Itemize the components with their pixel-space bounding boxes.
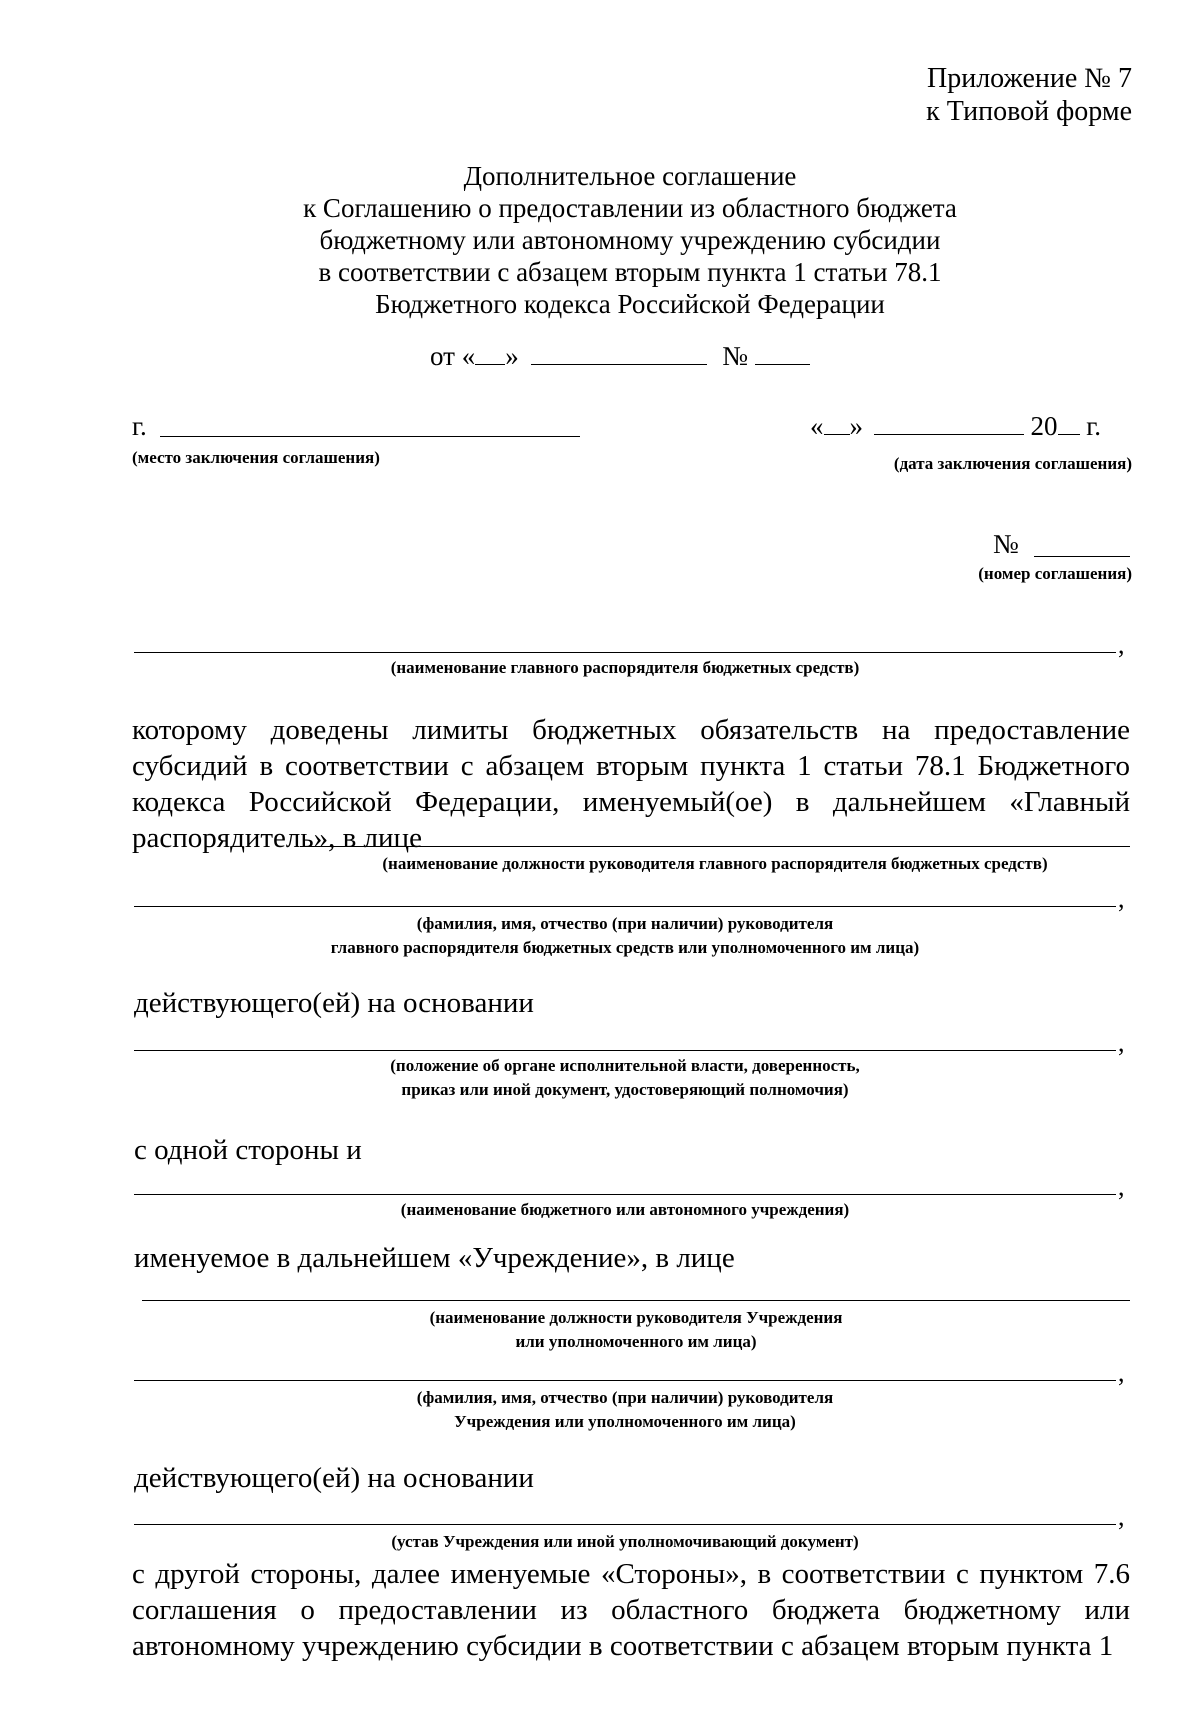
inst-fio-caption: (фамилия, имя, отчество (при наличии) руководителя Учреждения или уполномоченного им лица)	[416, 1388, 834, 1431]
comma: ,	[1118, 884, 1125, 913]
title-line-1: Дополнительное соглашение	[463, 161, 797, 191]
inst-position-caption: (наименование должности руководителя Учреждения или уполномоченного им лица)	[429, 1308, 843, 1351]
title-line-4: в соответствии с абзацем вторым пункта 1 статьи 78.1	[318, 257, 942, 287]
comma: ,	[1118, 1028, 1125, 1057]
named-institution-label: именуемое в дальнейшем «Учреждение», в лице	[134, 1242, 735, 1274]
chief-admin-position-caption: (наименование должности руководителя главного распорядителя бюджетных средств)	[382, 854, 1048, 873]
comma: ,	[1118, 1358, 1125, 1387]
place-caption: (место заключения соглашения)	[132, 448, 380, 467]
comma: ,	[1118, 630, 1125, 659]
comma: ,	[1118, 1502, 1125, 1531]
title-number-blank[interactable]	[755, 364, 810, 365]
chief-admin-basis-caption: (положение об органе исполнительной власти, доверенность, приказ или иной документ, удостоверяющий полномочия)	[390, 1056, 860, 1099]
place-field[interactable]	[160, 436, 580, 437]
chief-admin-field[interactable]	[134, 652, 1116, 653]
title-line-3: бюджетному или автономному учреждению субсидии	[319, 225, 941, 255]
inst-fio-field[interactable]	[134, 1380, 1116, 1381]
comma: ,	[1118, 1172, 1125, 1201]
title-month-blank[interactable]	[531, 364, 707, 365]
chief-admin-fio-caption: (фамилия, имя, отчество (при наличии) руководителя главного распорядителя бюджетных средств или уполномоченного им лица)	[330, 914, 920, 957]
title-date-number: от « » №	[430, 340, 810, 372]
date-year-blank[interactable]	[1058, 434, 1080, 435]
acting-basis-label-2: действующего(ей) на основании	[134, 1462, 534, 1494]
date-fill: « » 20 г.	[810, 411, 1102, 441]
agreement-number-caption: (номер соглашения)	[978, 564, 1132, 583]
agreement-number-field[interactable]	[1034, 556, 1130, 557]
date-month-blank[interactable]	[874, 434, 1024, 435]
institution-field[interactable]	[134, 1194, 1116, 1195]
chief-admin-position-field[interactable]	[300, 846, 1130, 847]
inst-basis-field[interactable]	[134, 1524, 1116, 1525]
title-day-blank[interactable]	[475, 364, 505, 365]
appendix-label: Приложение № 7	[927, 63, 1132, 94]
form-reference: к Типовой форме	[926, 96, 1132, 127]
institution-caption: (наименование бюджетного или автономного учреждения)	[400, 1200, 850, 1219]
document-title	[130, 160, 1130, 320]
acting-basis-label-1: действующего(ей) на основании	[134, 987, 534, 1019]
chief-admin-caption: (наименование главного распорядителя бюджетных средств)	[390, 658, 860, 677]
chief-admin-fio-field[interactable]	[134, 906, 1116, 907]
paragraph-parties: с другой стороны, далее именуемые «Стороны», в соответствии с пунктом 7.6 соглашения о предоставлении из областного бюджета бюджетному или автономному учреждению субсидии в соответствии с абзацем вторым пункта 1	[132, 1558, 1130, 1662]
title-line-5: Бюджетного кодекса Российской Федерации	[375, 289, 885, 319]
date-day-blank[interactable]	[824, 434, 850, 435]
date-caption: (дата заключения соглашения)	[893, 454, 1132, 473]
title-line-2: к Соглашению о предоставлении из областного бюджета	[303, 193, 957, 223]
one-side-label: с одной стороны и	[134, 1134, 362, 1166]
place-prefix: г.	[132, 411, 147, 441]
paragraph-limits: которому доведены лимиты бюджетных обязательств на предоставление субсидий в соответствии с абзацем вторым пункта 1 статьи 78.1 Бюджетного кодекса Российской Федерации, именуемый(ое) в дальнейшем «Главный распорядитель», в лице	[132, 714, 1130, 854]
chief-admin-basis-field[interactable]	[134, 1050, 1116, 1051]
inst-basis-caption: (устав Учреждения или иной уполномочивающий документ)	[391, 1532, 859, 1551]
inst-position-field[interactable]	[142, 1300, 1130, 1301]
agreement-number-sign: №	[993, 529, 1019, 559]
